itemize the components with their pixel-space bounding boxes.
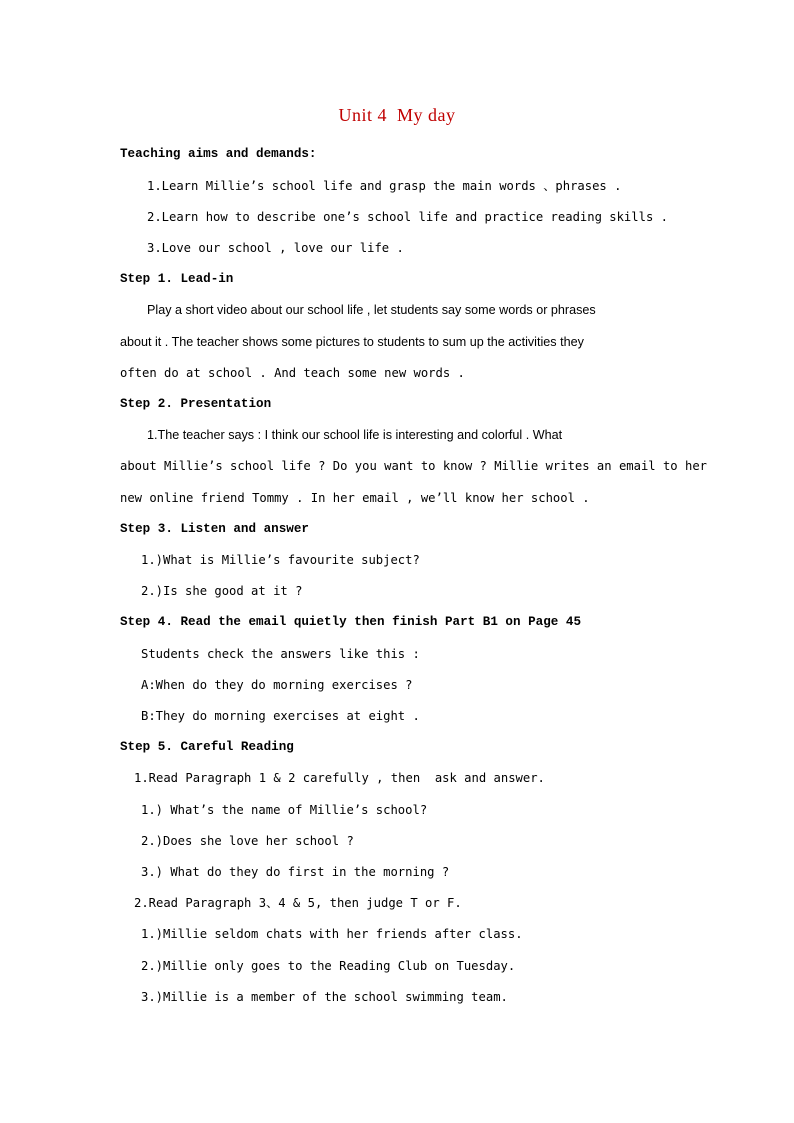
step4-item: B:They do morning exercises at eight . bbox=[141, 709, 420, 723]
step4-item: A:When do they do morning exercises ? bbox=[141, 678, 413, 692]
step4-item: Students check the answers like this : bbox=[141, 647, 420, 661]
step5-part1-item: 3.) What do they do first in the morning ? bbox=[141, 865, 450, 879]
step5-part2-item: 3.)Millie is a member of the school swimming team. bbox=[141, 990, 508, 1004]
step5-heading: Step 5. Careful Reading bbox=[120, 740, 294, 754]
step5-part1-item: 2.)Does she love her school ? bbox=[141, 834, 354, 848]
aims-heading: Teaching aims and demands: bbox=[120, 147, 317, 161]
step3-item: 1.)What is Millie’s favourite subject? bbox=[141, 553, 420, 567]
step1-heading: Step 1. Lead-in bbox=[120, 272, 234, 286]
document-title: Unit 4 My day bbox=[338, 105, 456, 125]
step5-part2: 2.Read Paragraph 3、4 & 5, then judge T or F. bbox=[134, 896, 462, 910]
step5-part2-item: 1.)Millie seldom chats with her friends after class. bbox=[141, 927, 523, 941]
step5-part2-item: 2.)Millie only goes to the Reading Club on Tuesday. bbox=[141, 959, 516, 973]
aim-item: 3.Love our school , love our life . bbox=[147, 241, 404, 255]
step4-heading: Step 4. Read the email quietly then finish Part B1 on Page 45 bbox=[120, 615, 582, 629]
step2-line: 1.The teacher says : I think our school life is interesting and colorful . What bbox=[147, 428, 563, 442]
step5-part1-item: 1.) What’s the name of Millie’s school? bbox=[141, 803, 428, 817]
step3-item: 2.)Is she good at it ? bbox=[141, 584, 303, 598]
aim-item: 2.Learn how to describe one’s school life and practice reading skills . bbox=[147, 210, 668, 224]
step1-line: about it . The teacher shows some pictures to students to sum up the activities they bbox=[120, 335, 584, 349]
step2-line: new online friend Tommy . In her email , we’ll know her school . bbox=[120, 491, 590, 505]
step3-heading: Step 3. Listen and answer bbox=[120, 522, 309, 536]
aim-item: 1.Learn Millie’s school life and grasp the main words 、phrases . bbox=[147, 179, 622, 193]
step1-line: often do at school . And teach some new words . bbox=[120, 366, 465, 380]
step2-line: about Millie’s school life ? Do you want to know ? Millie writes an email to her bbox=[120, 459, 707, 473]
step2-heading: Step 2. Presentation bbox=[120, 397, 272, 411]
step5-part1: 1.Read Paragraph 1 & 2 carefully , then ask and answer. bbox=[134, 771, 545, 785]
step1-line: Play a short video about our school life , let students say some words or phrases bbox=[147, 303, 596, 317]
